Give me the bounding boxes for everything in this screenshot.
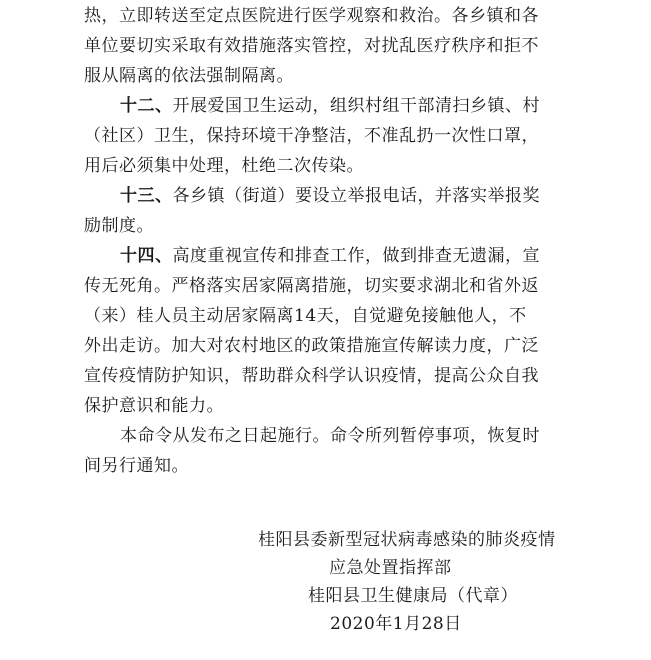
closing-first-line: 本命令从发布之日起施行。命令所列暂停事项，恢复时 (120, 426, 540, 446)
body-line: 单位要切实采取有效措施落实管控，对扰乱医疗秩序和拒不 (84, 36, 539, 56)
section-12-first-line (120, 91, 540, 121)
section-heading-14: 十四、 (120, 246, 173, 266)
body-line: 传无死角。严格落实居家隔离措施，切实要求湖北和省外返 (84, 276, 539, 296)
body-line: （来）桂人员主动居家隔离14天，自觉避免接触他人，不 (84, 306, 527, 326)
body-line: 保护意识和能力。 (84, 396, 224, 416)
section-text: 各乡镇（街道）要设立举报电话，并落实举报奖 (172, 186, 540, 206)
body-line: 励制度。 (84, 216, 154, 236)
section-14-first-line (120, 241, 540, 271)
body-line: 热，立即转送至定点医院进行医学观察和救治。各乡镇和各 (84, 6, 539, 26)
body-line: 间另行通知。 (84, 456, 189, 476)
body-line: 服从隔离的依法强制隔离。 (84, 66, 294, 86)
section-text: 高度重视宣传和排查工作，做到排查无遗漏，宣 (172, 246, 540, 266)
section-heading-12: 十二、 (120, 96, 173, 116)
signature-org-line-2: 应急处置指挥部 (329, 558, 452, 578)
section-13-first-line (120, 181, 540, 211)
section-text: 开展爱国卫生运动，组织村组干部清扫乡镇、村 (172, 96, 540, 116)
body-line: 用后必须集中处理，杜绝二次传染。 (84, 156, 364, 176)
body-line: （社区）卫生，保持环境干净整洁，不准乱扔一次性口罩， (84, 126, 539, 146)
signature-org-line-3: 桂阳县卫生健康局（代章） (308, 586, 518, 606)
body-line: 宣传疫情防护知识，帮助群众科学认识疫情，提高公众自我 (84, 366, 539, 386)
signature-org-line-1: 桂阳县委新型冠状病毒感染的肺炎疫情 (258, 530, 556, 550)
body-line: 外出走访。加大对农村地区的政策措施宣传解读力度，广泛 (84, 336, 539, 356)
signature-date: 2020年1月28日 (330, 614, 462, 634)
section-heading-13: 十三、 (120, 186, 173, 206)
